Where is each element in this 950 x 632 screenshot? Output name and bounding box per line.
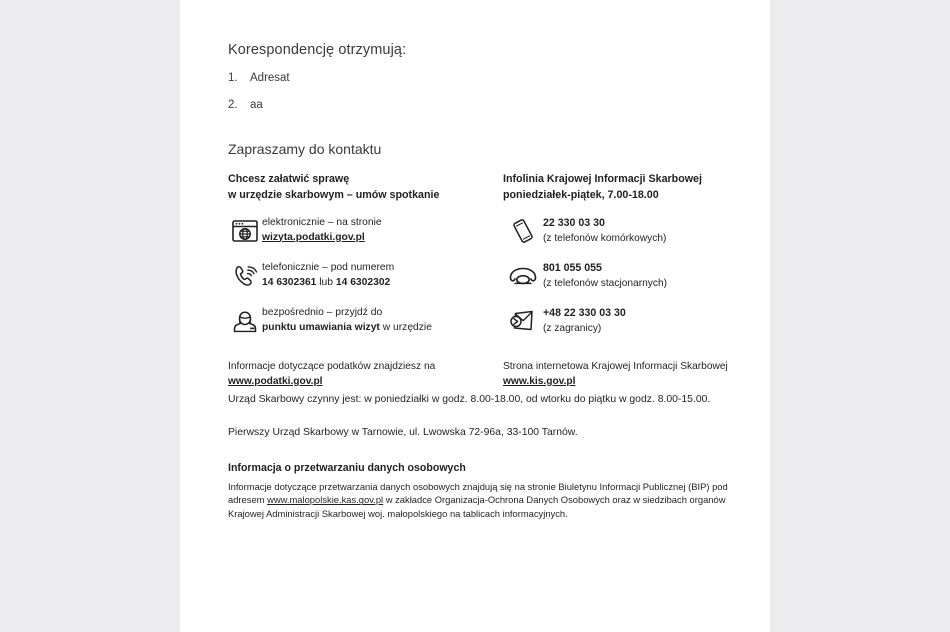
right-heading-line-2: poniedziałek-piątek, 7.00-18.00 <box>503 189 659 201</box>
phone-number-2: 14 6302302 <box>335 276 391 288</box>
person-icon <box>228 305 262 337</box>
contact-method-in-person-text <box>262 305 493 335</box>
mobile-phone-icon <box>503 215 543 247</box>
browser-globe-icon <box>228 215 262 247</box>
envelope-arrow-icon <box>503 305 543 337</box>
list-item-label: aa <box>250 99 263 111</box>
wizyta-podatki-link[interactable]: wizyta.podatki.gov.pl <box>262 231 365 243</box>
right-column-heading <box>503 171 758 203</box>
left-heading-line-2: w urzędzie skarbowym – umów spotkanie <box>228 189 440 201</box>
hotline-abroad-number: +48 22 330 03 30 <box>543 307 626 319</box>
hotline-abroad-text <box>543 305 758 336</box>
office-address: Pierwszy Urząd Skarbowy w Tarnowie, ul. Lwowska 72-96a, 33-100 Tarnów. <box>228 427 578 438</box>
desk-phone-icon <box>503 260 543 292</box>
hotline-abroad-caption: (z zagranicy) <box>543 323 602 334</box>
phone-handset-icon <box>228 260 262 292</box>
phone-numbers <box>262 276 493 291</box>
contact-heading: Zapraszamy do kontaktu <box>228 141 382 157</box>
in-person-location-rest: w urzędzie <box>379 321 432 333</box>
hotline-landline-caption: (z telefonów stacjonarnych) <box>543 278 668 289</box>
electronic-description: elektronicznie – na stronie <box>262 217 382 228</box>
list-item <box>228 99 748 111</box>
kis-website-note-line-1: Strona internetowa Krajowej Informacji Skarbowej <box>503 361 728 372</box>
left-contact-column <box>228 171 493 350</box>
hotline-landline-number: 801 055 055 <box>543 262 602 274</box>
tax-info-note-line-1: Informacje dotyczące podatków znajdziesz <box>228 361 422 372</box>
phone-number-conjunction: lub <box>316 276 336 288</box>
recipients-list <box>228 72 748 111</box>
contact-method-phone-text <box>262 260 493 290</box>
kis-website-note <box>503 360 763 389</box>
contact-method-in-person <box>228 305 493 337</box>
contact-method-electronic-text <box>262 215 493 245</box>
podatki-gov-link[interactable]: www.podatki.gov.pl <box>228 375 323 387</box>
document-page <box>180 0 770 632</box>
phone-number-1: 14 6302361 <box>262 276 317 288</box>
hotline-abroad <box>503 305 758 337</box>
in-person-description: bezpośrednio – przyjdź do <box>262 307 383 318</box>
hotline-mobile-number: 22 330 03 30 <box>543 217 605 229</box>
data-processing-heading: Informacja o przetwarzaniu danych osobowych <box>228 462 466 474</box>
data-processing-text-part-1: Informacje dotyczące przetwarzania danych osobowych znajdują się na stronie Biuletynu Informacji Publicznej (BIP) pod adresem <box>228 481 728 506</box>
hotline-mobile-caption: (z telefonów komórkowych) <box>543 233 667 244</box>
hotline-landline <box>503 260 758 292</box>
in-person-location <box>262 321 493 336</box>
in-person-location-bold: punktu umawiania wizyt <box>262 321 380 333</box>
data-processing-text <box>228 480 738 520</box>
right-heading-line-1: Infolinia Krajowej Informacji Skarbowej <box>503 173 702 185</box>
data-processing-text-part-2: w zakładce Organizacja-Ochrona Danych Osobowych oraz w siedzibach organów Krajowej Administracji Skarbowej woj. małopolskiego na tablicach informacyjnych. <box>228 494 726 519</box>
recipients-heading: Korespondencję otrzymują: <box>228 42 407 58</box>
list-item-number: 1. <box>228 72 238 84</box>
hotline-mobile-text <box>543 215 758 246</box>
tax-info-note-prefix: na <box>423 361 436 372</box>
tax-info-note <box>228 360 493 389</box>
contact-method-electronic <box>228 215 493 247</box>
hotline-landline-text <box>543 260 758 291</box>
kis-gov-link[interactable]: www.kis.gov.pl <box>503 375 576 387</box>
left-heading-line-1: Chcesz załatwić sprawę <box>228 173 350 185</box>
list-item-label: Adresat <box>250 72 290 84</box>
left-column-heading <box>228 171 493 203</box>
list-item-number: 2. <box>228 99 238 111</box>
malopolskie-kas-link[interactable]: www.malopolskie.kas.gov.pl <box>267 494 384 506</box>
contact-notes <box>228 360 748 392</box>
hotline-mobile <box>503 215 758 247</box>
right-contact-column <box>503 171 758 350</box>
contact-method-phone <box>228 260 493 292</box>
list-item <box>228 72 748 84</box>
page-content <box>228 42 748 520</box>
office-hours: Urząd Skarbowy czynny jest: w poniedziałki w godz. 8.00-18.00, od wtorku do piątku w godz. 8.00-15.00. <box>228 394 711 405</box>
contact-columns <box>228 171 748 356</box>
phone-description: telefonicznie – pod numerem <box>262 262 395 273</box>
